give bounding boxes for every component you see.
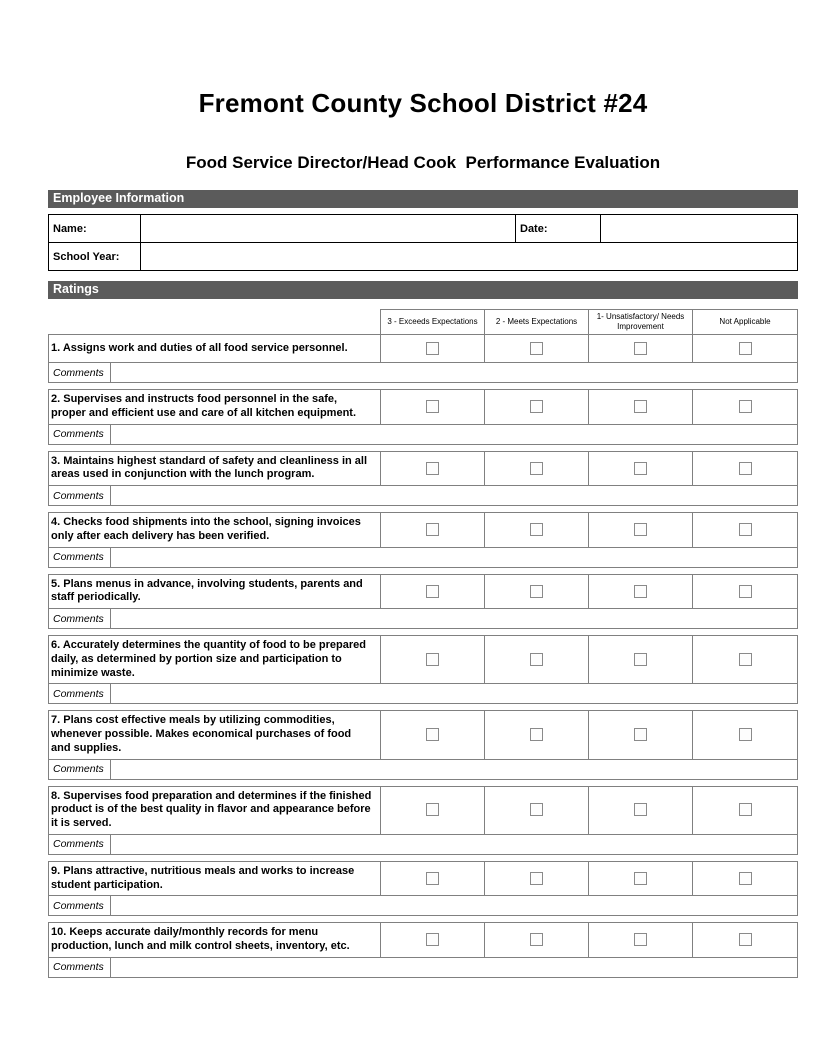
spacer-row	[49, 629, 798, 636]
rating-option-cell	[693, 636, 798, 684]
rating-checkbox[interactable]	[739, 585, 752, 598]
page-subtitle: Food Service Director/Head Cook Performance Evaluation	[185, 153, 661, 172]
rating-option-cell	[589, 861, 693, 896]
rating-checkbox[interactable]	[426, 523, 439, 536]
comments-label: Comments	[49, 363, 111, 383]
ratings-table	[48, 309, 798, 978]
rating-item-row	[49, 335, 798, 363]
rating-option-cell	[381, 923, 485, 958]
comments-field[interactable]	[111, 684, 798, 704]
rating-item-text: 4. Checks food shipments into the school, signing invoices only after each delivery has been verified.	[49, 513, 381, 548]
spacer-row	[49, 383, 798, 390]
rating-item-text: 2. Supervises and instructs food personnel in the safe, proper and efficient use and care of all kitchen equipment.	[49, 390, 381, 425]
spacer-row	[49, 916, 798, 923]
rating-checkbox[interactable]	[530, 872, 543, 885]
rating-item-text: 9. Plans attractive, nutritious meals and works to increase student participation.	[49, 861, 381, 896]
rating-option-cell	[485, 861, 589, 896]
spacer-row	[49, 704, 798, 711]
employee-info-table	[48, 214, 798, 271]
rating-checkbox[interactable]	[530, 462, 543, 475]
rating-option-cell	[485, 335, 589, 363]
comments-label: Comments	[49, 609, 111, 629]
school-year-row	[49, 243, 798, 271]
rating-checkbox[interactable]	[634, 803, 647, 816]
school-year-label: School Year:	[49, 243, 141, 271]
rating-option-cell	[485, 923, 589, 958]
employee-name-row	[49, 215, 798, 243]
comments-field[interactable]	[111, 957, 798, 977]
rating-option-cell	[589, 574, 693, 609]
rating-option-cell	[693, 513, 798, 548]
rating-option-cell	[693, 861, 798, 896]
comments-row	[49, 424, 798, 444]
rating-option-cell	[381, 636, 485, 684]
rating-option-cell	[381, 335, 485, 363]
rating-option-cell	[485, 513, 589, 548]
rating-item-row	[49, 390, 798, 425]
comments-field[interactable]	[111, 759, 798, 779]
rating-checkbox[interactable]	[739, 523, 752, 536]
name-field[interactable]	[141, 215, 516, 243]
rating-option-cell	[589, 636, 693, 684]
spacer-row	[49, 567, 798, 574]
rating-option-cell	[589, 513, 693, 548]
comments-field[interactable]	[111, 834, 798, 854]
rating-item-row	[49, 711, 798, 759]
rating-item-text: 1. Assigns work and duties of all food service personnel.	[49, 335, 381, 363]
rating-item-text: 7. Plans cost effective meals by utilizing commodities, whenever possible. Makes economical purchases of food and supplies.	[49, 711, 381, 759]
comments-label: Comments	[49, 547, 111, 567]
spacer-row	[49, 506, 798, 513]
ratings-section-bar	[48, 281, 798, 299]
rating-option-cell	[381, 390, 485, 425]
rating-checkbox[interactable]	[530, 523, 543, 536]
comments-field[interactable]	[111, 547, 798, 567]
rating-item-row	[49, 861, 798, 896]
ratings-header-empty-cell	[49, 310, 381, 335]
rating-checkbox[interactable]	[634, 462, 647, 475]
rating-option-cell	[485, 451, 589, 486]
date-label: Date:	[516, 215, 601, 243]
rating-option-cell	[485, 390, 589, 425]
spacer-row	[49, 779, 798, 786]
column-header-unsatisfactory: 1- Unsatisfactory/ Needs Improvement	[589, 310, 693, 335]
comments-field[interactable]	[111, 896, 798, 916]
rating-checkbox[interactable]	[634, 872, 647, 885]
rating-item-text: 6. Accurately determines the quantity of food to be prepared daily, as determined by portion size and participation to minimize waste.	[49, 636, 381, 684]
comments-label: Comments	[49, 684, 111, 704]
rating-option-cell	[693, 923, 798, 958]
rating-item-text: 5. Plans menus in advance, involving students, parents and staff periodically.	[49, 574, 381, 609]
ratings-section-title: Ratings	[53, 282, 99, 296]
rating-checkbox[interactable]	[530, 728, 543, 741]
rating-checkbox[interactable]	[739, 728, 752, 741]
rating-option-cell	[485, 574, 589, 609]
date-field[interactable]	[601, 215, 798, 243]
comments-label: Comments	[49, 424, 111, 444]
comments-field[interactable]	[111, 363, 798, 383]
column-header-not-applicable: Not Applicable	[693, 310, 798, 335]
rating-checkbox[interactable]	[426, 462, 439, 475]
rating-option-cell	[381, 574, 485, 609]
rating-option-cell	[693, 335, 798, 363]
rating-checkbox[interactable]	[530, 803, 543, 816]
comments-row	[49, 896, 798, 916]
rating-checkbox[interactable]	[634, 523, 647, 536]
rating-checkbox[interactable]	[739, 803, 752, 816]
rating-checkbox[interactable]	[634, 342, 647, 355]
employee-info-section-bar	[48, 190, 798, 208]
rating-item-row	[49, 451, 798, 486]
rating-checkbox[interactable]	[530, 585, 543, 598]
school-year-field[interactable]	[141, 243, 798, 271]
rating-checkbox[interactable]	[426, 872, 439, 885]
comments-row	[49, 486, 798, 506]
rating-checkbox[interactable]	[739, 653, 752, 666]
rating-item-row	[49, 513, 798, 548]
spacer-row	[49, 854, 798, 861]
rating-option-cell	[589, 786, 693, 834]
comments-field[interactable]	[111, 609, 798, 629]
rating-checkbox[interactable]	[530, 400, 543, 413]
rating-option-cell	[693, 390, 798, 425]
comments-label: Comments	[49, 834, 111, 854]
rating-checkbox[interactable]	[426, 585, 439, 598]
name-label: Name:	[49, 215, 141, 243]
rating-checkbox[interactable]	[634, 653, 647, 666]
comments-label: Comments	[49, 957, 111, 977]
rating-checkbox[interactable]	[530, 653, 543, 666]
rating-option-cell	[589, 390, 693, 425]
comments-row	[49, 834, 798, 854]
comments-row	[49, 759, 798, 779]
rating-item-text: 10. Keeps accurate daily/monthly records for menu production, lunch and milk control sheets, inventory, etc.	[49, 923, 381, 958]
comments-field[interactable]	[111, 424, 798, 444]
rating-checkbox[interactable]	[426, 728, 439, 741]
rating-option-cell	[485, 636, 589, 684]
rating-option-cell	[589, 711, 693, 759]
rating-option-cell	[381, 786, 485, 834]
rating-item-text: 8. Supervises food preparation and determines if the finished product is of the best quality in flavor and appearance before it is served.	[49, 786, 381, 834]
rating-item-row	[49, 574, 798, 609]
rating-option-cell	[693, 711, 798, 759]
rating-checkbox[interactable]	[426, 342, 439, 355]
rating-option-cell	[485, 711, 589, 759]
comments-label: Comments	[49, 486, 111, 506]
rating-checkbox[interactable]	[739, 462, 752, 475]
rating-option-cell	[693, 451, 798, 486]
rating-option-cell	[381, 513, 485, 548]
comments-row	[49, 547, 798, 567]
employee-info-section-title: Employee Information	[53, 191, 185, 205]
comments-row	[49, 363, 798, 383]
comments-field[interactable]	[111, 486, 798, 506]
rating-option-cell	[381, 451, 485, 486]
rating-option-cell	[381, 711, 485, 759]
column-header-meets: 2 - Meets Expectations	[485, 310, 589, 335]
comments-label: Comments	[49, 896, 111, 916]
comments-row	[49, 684, 798, 704]
rating-checkbox[interactable]	[530, 933, 543, 946]
rating-option-cell	[485, 786, 589, 834]
rating-item-row	[49, 923, 798, 958]
spacer-row	[49, 444, 798, 451]
rating-checkbox[interactable]	[634, 400, 647, 413]
rating-checkbox[interactable]	[634, 585, 647, 598]
rating-checkbox[interactable]	[634, 728, 647, 741]
rating-checkbox[interactable]	[426, 933, 439, 946]
comments-row	[49, 609, 798, 629]
rating-checkbox[interactable]	[739, 400, 752, 413]
rating-checkbox[interactable]	[739, 342, 752, 355]
rating-option-cell	[693, 574, 798, 609]
page-title: Fremont County School District #24	[198, 88, 648, 118]
comments-row	[49, 957, 798, 977]
rating-checkbox[interactable]	[426, 400, 439, 413]
rating-checkbox[interactable]	[739, 872, 752, 885]
rating-checkbox[interactable]	[634, 933, 647, 946]
rating-checkbox[interactable]	[739, 933, 752, 946]
rating-option-cell	[589, 335, 693, 363]
rating-checkbox[interactable]	[426, 653, 439, 666]
rating-checkbox[interactable]	[426, 803, 439, 816]
rating-item-row	[49, 786, 798, 834]
rating-option-cell	[589, 451, 693, 486]
rating-option-cell	[589, 923, 693, 958]
comments-label: Comments	[49, 759, 111, 779]
ratings-header-row	[49, 310, 798, 335]
column-header-exceeds: 3 - Exceeds Expectations	[381, 310, 485, 335]
rating-option-cell	[693, 786, 798, 834]
rating-checkbox[interactable]	[530, 342, 543, 355]
rating-item-row	[49, 636, 798, 684]
rating-item-text: 3. Maintains highest standard of safety and cleanliness in all areas used in conjunction with the lunch program.	[49, 451, 381, 486]
rating-option-cell	[381, 861, 485, 896]
